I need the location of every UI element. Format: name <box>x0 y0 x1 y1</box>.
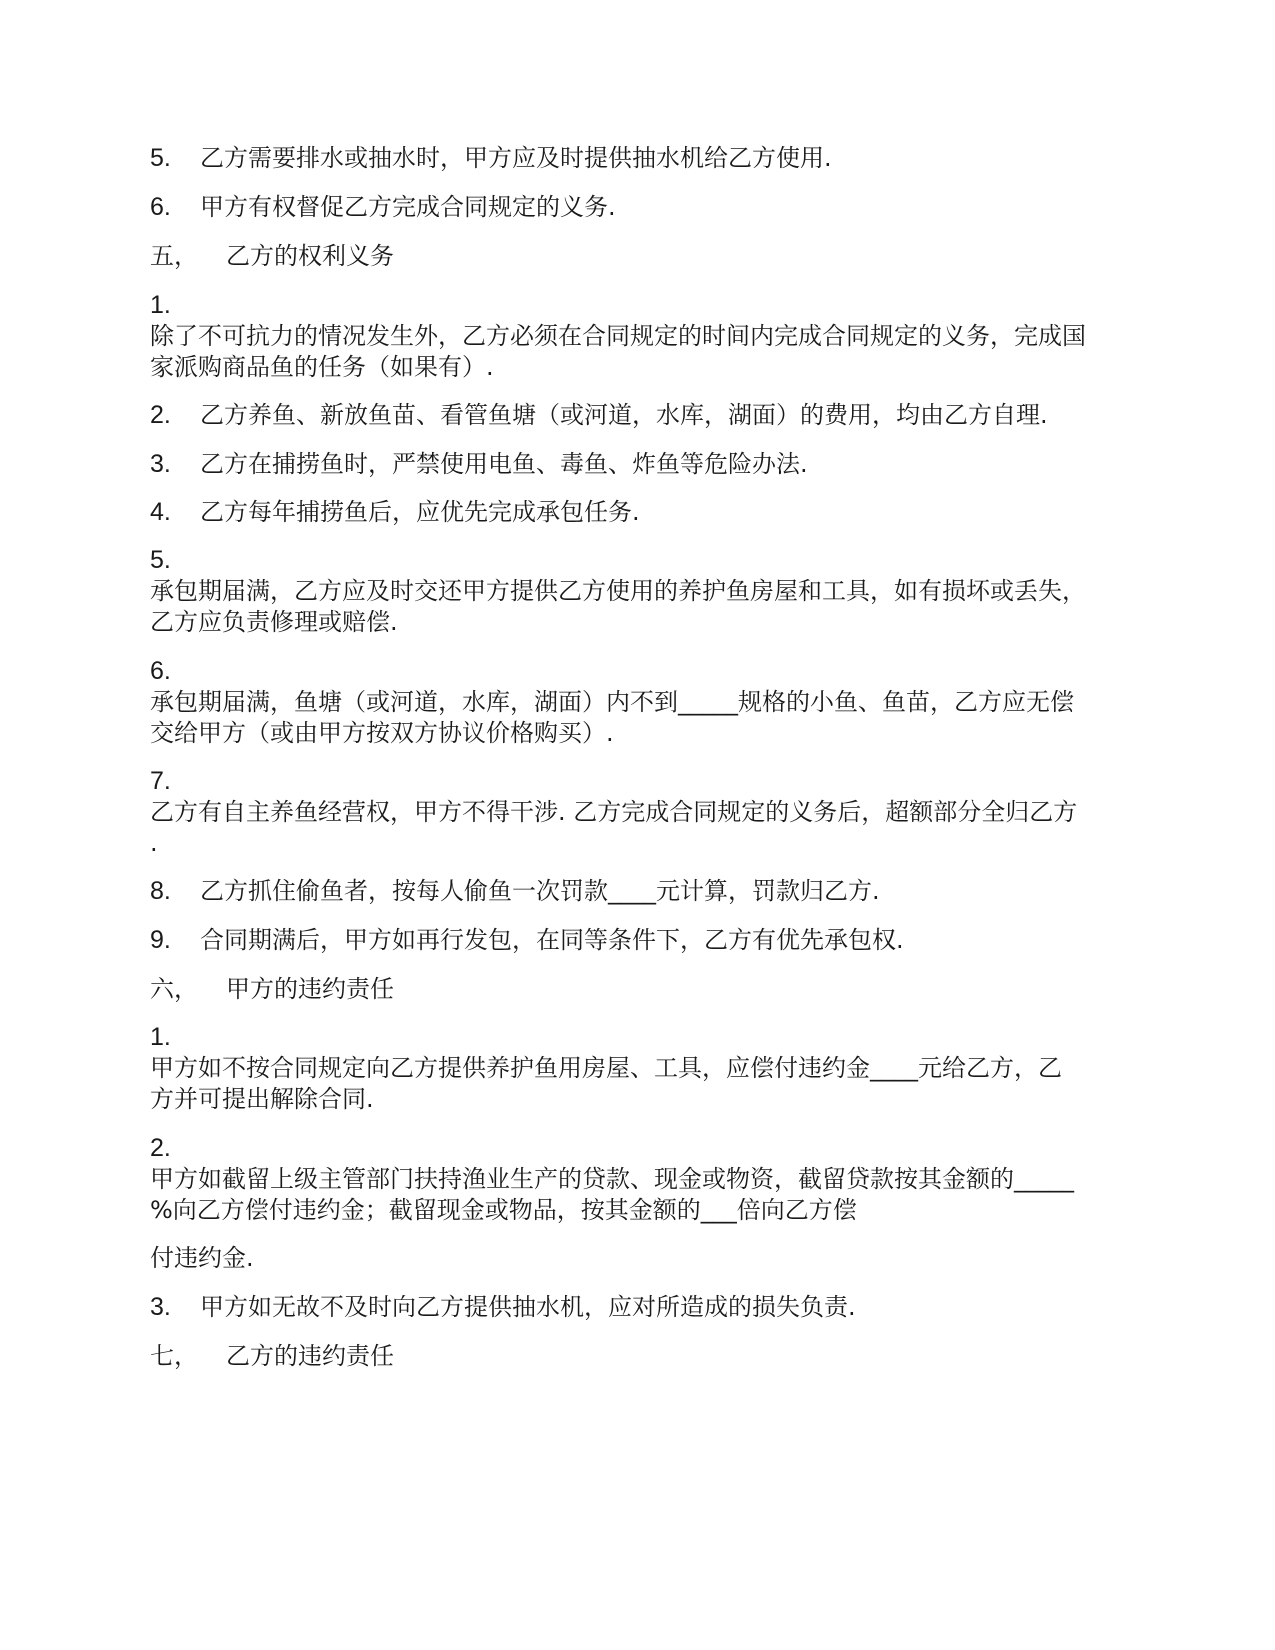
clause-5-2 <box>150 399 1130 431</box>
clause-number: 4. <box>150 498 171 526</box>
clause-6-3 <box>150 1291 1130 1323</box>
section-number: 六， <box>150 975 198 1003</box>
clause-6-2-text-line3: 付违约金. <box>150 1244 254 1272</box>
clause-text: 乙方在捕捞鱼时，严禁使用电鱼、毒鱼、炸鱼等危险办法. <box>200 450 808 478</box>
clause-number: 6. <box>150 193 171 221</box>
clause-4-6 <box>150 191 1130 223</box>
clause-5-7-number: 7. <box>150 767 171 795</box>
clause-5-6-number: 6. <box>150 657 171 685</box>
clause-5-1-text-line1: 除了不可抗力的情况发生外，乙方必须在合同规定的时间内完成合同规定的义务，完成国 <box>150 322 1086 350</box>
clause-5-3 <box>150 448 1130 480</box>
clause-5-5-text-line1: 承包期届满，乙方应及时交还甲方提供乙方使用的养护鱼房屋和工具，如有损坏或丢失， <box>150 577 1086 605</box>
clause-6-2-text-line2: %向乙方偿付违约金；截留现金或物品，按其金额的___倍向乙方偿 <box>150 1196 857 1224</box>
clause-number: 2. <box>150 401 171 429</box>
clause-5-6-text-line1: 承包期届满，鱼塘（或河道，水库，湖面）内不到_____规格的小鱼、鱼苗，乙方应无偿 <box>150 688 1074 716</box>
section-heading-6 <box>150 973 1130 1005</box>
clause-6-1-text-line1: 甲方如不按合同规定向乙方提供养护鱼用房屋、工具，应偿付违约金____元给乙方，乙 <box>150 1054 1062 1082</box>
clause-5-7-text-line2: . <box>150 829 158 857</box>
clause-number: 3. <box>150 450 171 478</box>
clause-5-1-number: 1. <box>150 291 171 319</box>
clause-5-9 <box>150 924 1130 956</box>
clause-text: 乙方需要排水或抽水时，甲方应及时提供抽水机给乙方使用. <box>200 144 832 172</box>
clause-number: 3. <box>150 1293 171 1321</box>
clause-number: 9. <box>150 926 171 954</box>
clause-5-8 <box>150 875 1130 907</box>
clause-5-5-text-line2: 乙方应负责修理或赔偿. <box>150 608 398 636</box>
clause-4-5 <box>150 142 1130 174</box>
clause-5-1-text-line2: 家派购商品鱼的任务（如果有）. <box>150 353 494 381</box>
clause-text: 甲方如无故不及时向乙方提供抽水机，应对所造成的损失负责. <box>200 1293 856 1321</box>
clause-text: 合同期满后，甲方如再行发包，在同等条件下，乙方有优先承包权. <box>200 926 904 954</box>
clause-5-5-number: 5. <box>150 546 171 574</box>
clause-6-1-number: 1. <box>150 1023 171 1051</box>
section-heading-7 <box>150 1340 1130 1372</box>
section-title: 乙方的违约责任 <box>226 1342 394 1370</box>
section-number: 七， <box>150 1342 198 1370</box>
section-number: 五， <box>150 242 198 270</box>
clause-text: 乙方每年捕捞鱼后，应优先完成承包任务. <box>200 498 640 526</box>
clause-5-4 <box>150 496 1130 528</box>
clause-number: 8. <box>150 877 171 905</box>
clause-5-6-text-line2: 交给甲方（或由甲方按双方协议价格购买）. <box>150 719 614 747</box>
clause-6-1-text-line2: 方并可提出解除合同. <box>150 1085 374 1113</box>
section-heading-5 <box>150 240 1130 272</box>
clause-text: 乙方养鱼、新放鱼苗、看管鱼塘（或河道，水库，湖面）的费用，均由乙方自理. <box>200 401 1048 429</box>
clause-text: 甲方有权督促乙方完成合同规定的义务. <box>200 193 616 221</box>
clause-text: 乙方抓住偷鱼者，按每人偷鱼一次罚款____元计算，罚款归乙方. <box>200 877 880 905</box>
clause-6-2-text-line1: 甲方如截留上级主管部门扶持渔业生产的贷款、现金或物资，截留贷款按其金额的_____ <box>150 1165 1074 1193</box>
section-title: 乙方的权利义务 <box>226 242 394 270</box>
clause-6-2-number: 2. <box>150 1134 171 1162</box>
clause-5-7-text-line1: 乙方有自主养鱼经营权，甲方不得干涉. 乙方完成合同规定的义务后，超额部分全归乙方 <box>150 798 1078 826</box>
section-title: 甲方的违约责任 <box>226 975 394 1003</box>
clause-number: 5. <box>150 144 171 172</box>
